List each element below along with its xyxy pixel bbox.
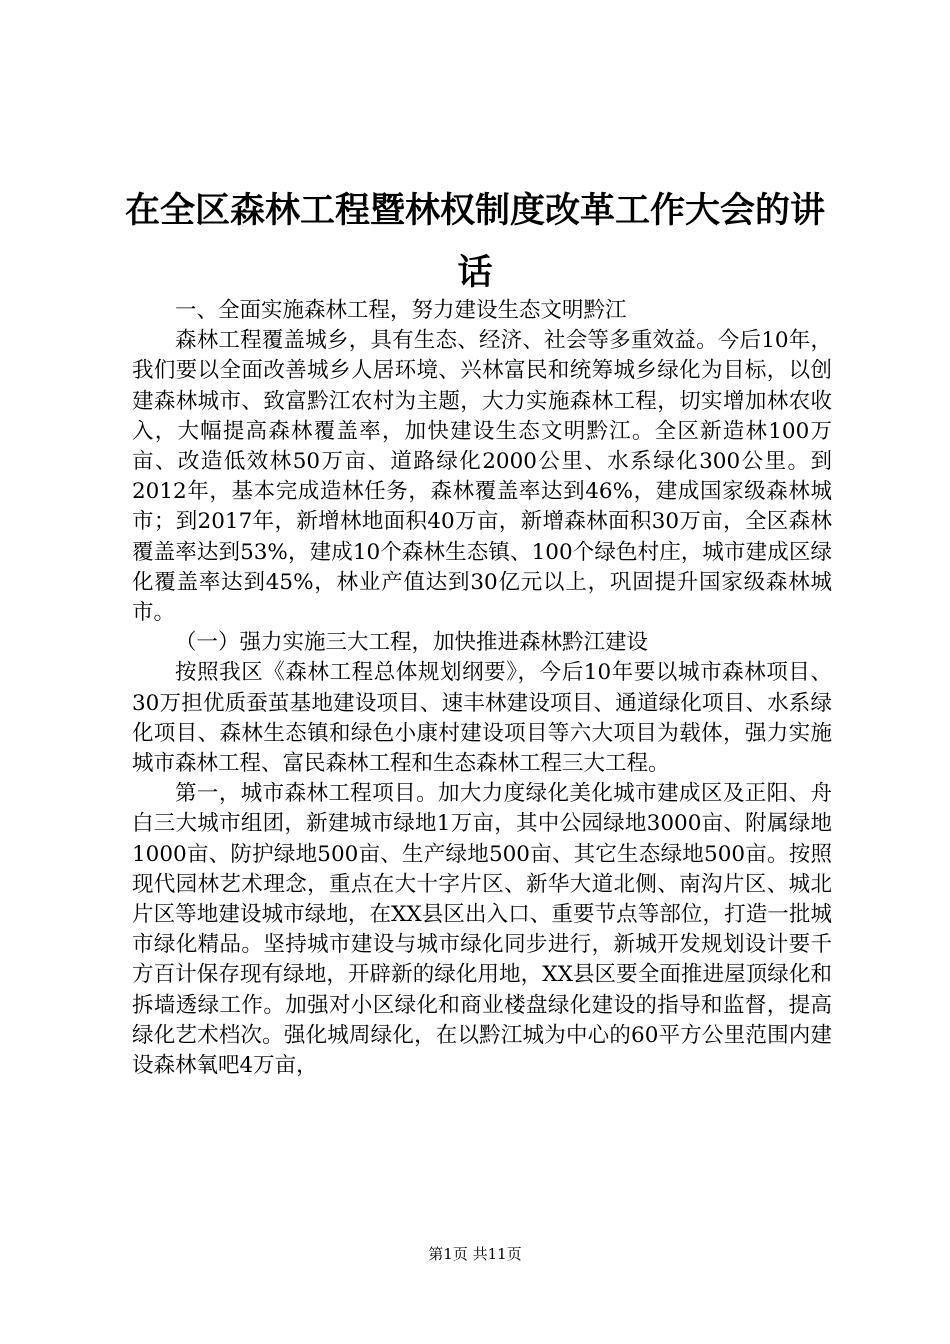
- document-body: [132, 296, 832, 1081]
- paragraph-3: 第一，城市森林工程项目。加大力度绿化美化城市建成区及正阳、舟白三大城市组团，新建城市绿地1万亩，其中公园绿地3000亩、附属绿地1000亩、防护绿地500亩、生产绿地500亩、其它生态绿地500亩。按照现代园林艺术理念，重点在大十字片区、新华大道北侧、南沟片区、城北片区等地建设城市绿地，在XX县区出入口、重要节点等部位，打造一批城市绿化精品。坚持城市建设与城市绿化同步进行，新城开发规划设计要千方百计保存现有绿地，开辟新的绿化用地，XX县区要全面推进屋顶绿化和拆墙透绿工作。加强对小区绿化和商业楼盘绿化建设的指导和监督，提高绿化艺术档次。强化城周绿化，在以黔江城为中心的60平方公里范围内建设森林氧吧4万亩，: [132, 781, 832, 1079]
- paragraph-1: 森林工程覆盖城乡，具有生态、经济、社会等多重效益。今后10年，我们要以全面改善城乡人居环境、兴林富民和统筹城乡绿化为目标，以创建森林城市、致富黔江农村为主题，大力实施森林工程，切实增加林农收入，大幅提高森林覆盖率，加快建设生态文明黔江。全区新造林100万亩、改造低效林50万亩、道路绿化2000公里、水系绿化300公里。到2012年，基本完成造林任务，森林覆盖率达到46%，建成国家级森林城市；到2017年，新增林地面积40万亩，新增森林面积30万亩，全区森林覆盖率达到53%，建成10个森林生态镇、100个绿色村庄，城市建成区绿化覆盖率达到45%，林业产值达到30亿元以上，巩固提升国家级森林城市。: [132, 328, 832, 626]
- section-heading-1: 一、全面实施森林工程，努力建设生态文明黔江: [175, 298, 627, 323]
- page-footer: 第1页 共11页: [428, 1245, 522, 1263]
- paragraph-2: 按照我区《森林工程总体规划纲要》，今后10年要以城市森林项目、30万担优质蚕茧基地建设项目、速丰林建设项目、通道绿化项目、水系绿化项目、森林生态镇和绿色小康村建设项目等六大项目为载体，强力实施城市森林工程、富民森林工程和生态森林工程三大工程。: [132, 660, 832, 777]
- subsection-heading-1: （一）强力实施三大工程，加快推进森林黔江建设: [175, 630, 649, 656]
- document-title: 在全区森林工程暨林权制度改革工作大会的讲话: [124, 190, 825, 293]
